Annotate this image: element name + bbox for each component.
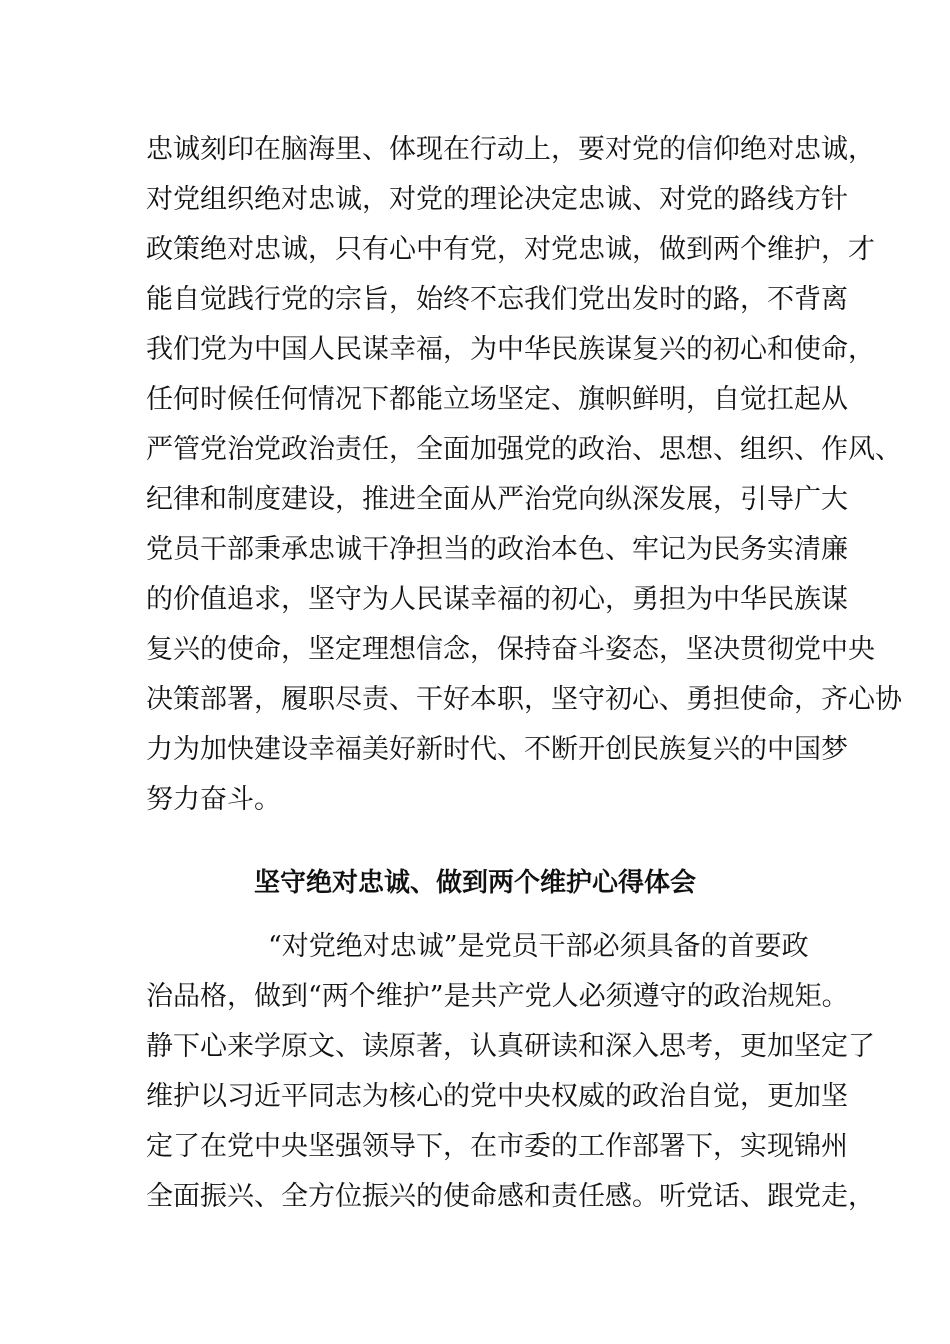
paragraph-line: 定了在党中央坚强领导下，在市委的工作部署下，实现锦州 [146,1131,848,1162]
paragraph-line: 对党组织绝对忠诚，对党的理论决定忠诚、对党的路线方针 [146,184,848,215]
paragraph-line: 全面振兴、全方位振兴的使命感和责任感。听党话、跟党走， [146,1181,875,1212]
paragraph-line: 努力奋斗。 [146,784,281,815]
paragraph-line: 决策部署，履职尽责、干好本职，坚守初心、勇担使命，齐心协 [146,684,902,715]
paragraph-line: “对党绝对忠诚”是党员干部必须具备的首要政 [268,931,809,962]
paragraph-line: 纪律和制度建设，推进全面从严治党向纵深发展，引导广大 [146,484,848,515]
paragraph-line: 静下心来学原文、读原著，认真研读和深入思考，更加坚定了 [146,1031,875,1062]
paragraph-line: 治品格，做到“两个维护”是共产党人必须遵守的政治规矩。 [146,981,849,1012]
paragraph-line: 政策绝对忠诚，只有心中有党，对党忠诚，做到两个维护，才 [146,234,875,265]
paragraph-line: 的价值追求，坚守为人民谋幸福的初心，勇担为中华民族谋 [146,584,848,615]
paragraph-line: 维护以习近平同志为核心的党中央权威的政治自觉，更加坚 [146,1081,848,1112]
paragraph-line: 能自觉践行党的宗旨，始终不忘我们党出发时的路，不背离 [146,284,848,315]
paragraph-line: 复兴的使命，坚定理想信念，保持奋斗姿态，坚决贯彻党中央 [146,634,875,665]
paragraph-line: 我们党为中国人民谋幸福，为中华民族谋复兴的初心和使命， [146,334,875,365]
section-title: 坚守绝对忠诚、做到两个维护心得体会 [253,868,696,898]
paragraph-line: 任何时候任何情况下都能立场坚定、旗帜鲜明，自觉扛起从 [146,384,848,415]
paragraph-line: 力为加快建设幸福美好新时代、不断开创民族复兴的中国梦 [146,734,848,765]
paragraph-line: 党员干部秉承忠诚干净担当的政治本色、牢记为民务实清廉 [146,534,848,565]
paragraph-line: 忠诚刻印在脑海里、体现在行动上，要对党的信仰绝对忠诚， [146,134,875,165]
paragraph-line: 严管党治党政治责任，全面加强党的政治、思想、组织、作风、 [146,434,902,465]
